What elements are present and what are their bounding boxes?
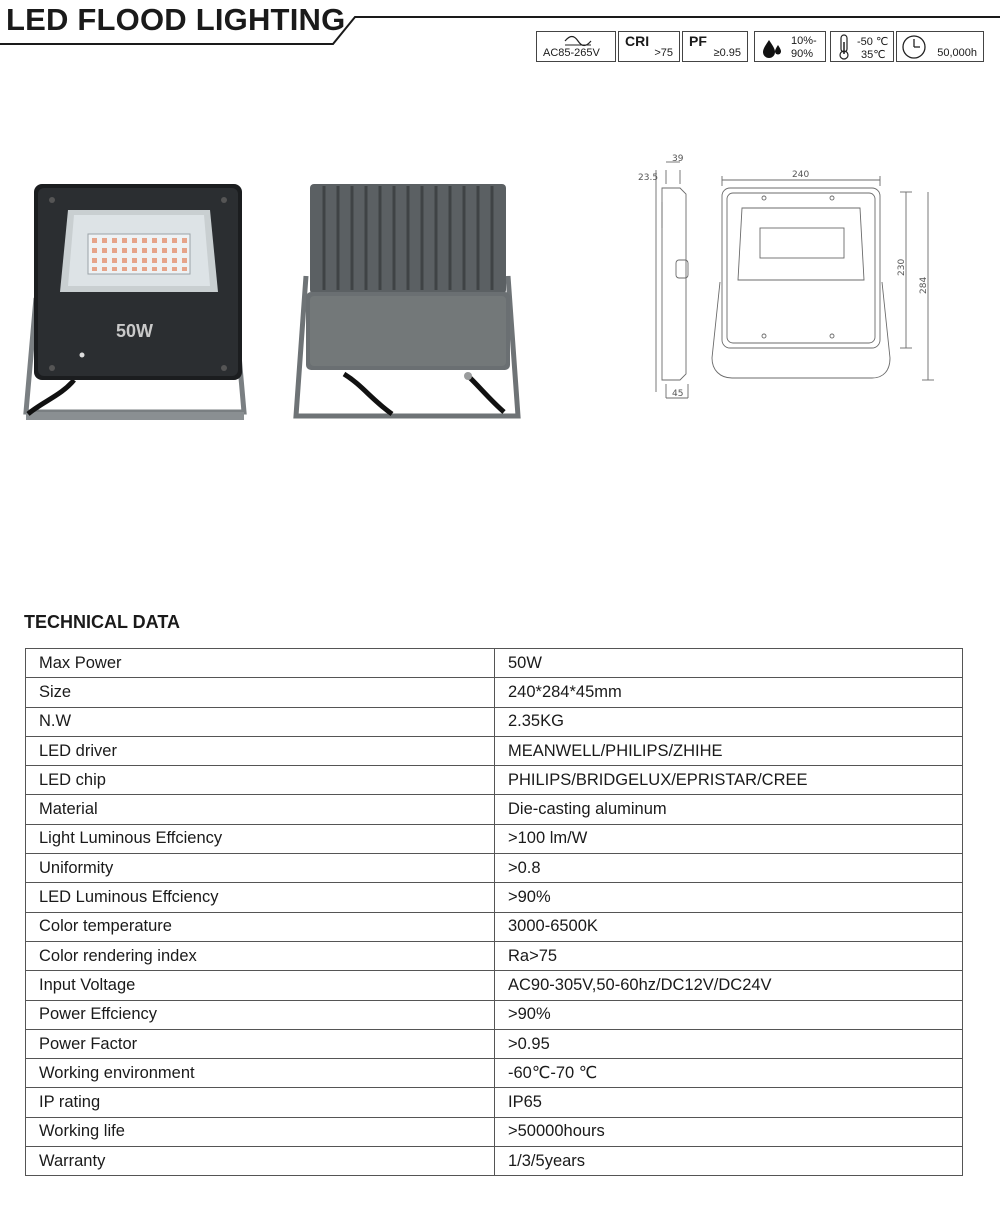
table-row xyxy=(26,854,963,883)
spec-temperature-low: -50 ℃ xyxy=(857,36,889,48)
spec-value: >90% xyxy=(495,1000,963,1029)
dim-height-total: 284 xyxy=(919,276,929,294)
clock-icon xyxy=(901,34,927,60)
spec-value: 3000-6500K xyxy=(495,912,963,941)
spec-label: Color temperature xyxy=(26,912,495,941)
technical-data-table xyxy=(25,648,963,1176)
spec-value: PHILIPS/BRIDGELUX/EPRISTAR/CREE xyxy=(495,766,963,795)
technical-drawing xyxy=(636,152,936,404)
table-row xyxy=(26,736,963,765)
spec-value: IP65 xyxy=(495,1088,963,1117)
water-drops-icon xyxy=(761,37,783,59)
spec-label: Size xyxy=(26,678,495,707)
spec-label: LED chip xyxy=(26,766,495,795)
spec-value: 50W xyxy=(495,649,963,678)
table-row xyxy=(26,1147,963,1176)
table-row xyxy=(26,707,963,736)
spec-value: >90% xyxy=(495,883,963,912)
spec-value: 2.35KG xyxy=(495,707,963,736)
spec-label: Power Effciency xyxy=(26,1000,495,1029)
spec-value: AC90-305V,50-60hz/DC12V/DC24V xyxy=(495,971,963,1000)
spec-temperature-high: 35℃ xyxy=(861,49,886,61)
spec-label: Working life xyxy=(26,1117,495,1146)
spec-lifetime xyxy=(896,31,984,62)
spec-humidity-max: 10%- xyxy=(791,35,817,47)
spec-lifetime-value: 50,000h xyxy=(937,47,977,59)
spec-cri-value: >75 xyxy=(654,47,673,59)
table-row xyxy=(26,649,963,678)
ac-wave-icon xyxy=(563,35,593,47)
table-row xyxy=(26,883,963,912)
spec-cri-label: CRI xyxy=(625,33,650,49)
spec-label: Warranty xyxy=(26,1147,495,1176)
dim-depth-bottom: 45 xyxy=(672,389,684,399)
table-row xyxy=(26,971,963,1000)
spec-humidity xyxy=(754,31,826,62)
spec-value: Ra>75 xyxy=(495,941,963,970)
spec-pf xyxy=(682,31,748,62)
product-back-photo xyxy=(292,180,524,426)
spec-label: Material xyxy=(26,795,495,824)
table-row xyxy=(26,1029,963,1058)
spec-value: -60℃-70 ℃ xyxy=(495,1059,963,1088)
spec-label: Light Luminous Effciency xyxy=(26,824,495,853)
spec-label: N.W xyxy=(26,707,495,736)
spec-voltage-value: AC85-265V xyxy=(543,47,600,59)
spec-label: Working environment xyxy=(26,1059,495,1088)
spec-value: >100 lm/W xyxy=(495,824,963,853)
spec-pf-value: ≥0.95 xyxy=(713,47,741,59)
technical-data-title: TECHNICAL DATA xyxy=(24,612,180,632)
dim-depth-top: 39 xyxy=(672,154,684,164)
spec-value: >0.95 xyxy=(495,1029,963,1058)
page-title: LED FLOOD LIGHTING xyxy=(6,2,346,37)
table-row xyxy=(26,912,963,941)
spec-pf-label: PF xyxy=(689,33,707,49)
product-front-label: 50W xyxy=(116,321,154,341)
spec-value: >50000hours xyxy=(495,1117,963,1146)
table-row xyxy=(26,1000,963,1029)
spec-temperature xyxy=(830,31,894,62)
spec-value: >0.8 xyxy=(495,854,963,883)
spec-value: 240*284*45mm xyxy=(495,678,963,707)
product-front-photo xyxy=(22,180,254,426)
spec-label: Power Factor xyxy=(26,1029,495,1058)
dim-width: 240 xyxy=(792,170,810,180)
table-row xyxy=(26,1059,963,1088)
table-row xyxy=(26,1117,963,1146)
spec-label: LED driver xyxy=(26,736,495,765)
spec-label: LED Luminous Effciency xyxy=(26,883,495,912)
spec-label: IP rating xyxy=(26,1088,495,1117)
dim-side-offset: 23.5 xyxy=(638,173,659,183)
table-row xyxy=(26,1088,963,1117)
table-row xyxy=(26,824,963,853)
thermometer-icon xyxy=(837,34,851,60)
spec-label: Uniformity xyxy=(26,854,495,883)
spec-value: 1/3/5years xyxy=(495,1147,963,1176)
table-row xyxy=(26,941,963,970)
spec-label: Input Voltage xyxy=(26,971,495,1000)
spec-humidity-min: 90% xyxy=(791,48,814,60)
spec-label: Max Power xyxy=(26,649,495,678)
spec-label: Color rendering index xyxy=(26,941,495,970)
table-row xyxy=(26,766,963,795)
table-row xyxy=(26,795,963,824)
spec-voltage xyxy=(536,31,616,62)
dim-height-inner: 230 xyxy=(897,258,907,276)
table-row xyxy=(26,678,963,707)
spec-value: Die-casting aluminum xyxy=(495,795,963,824)
spec-cri xyxy=(618,31,680,62)
spec-value: MEANWELL/PHILIPS/ZHIHE xyxy=(495,736,963,765)
